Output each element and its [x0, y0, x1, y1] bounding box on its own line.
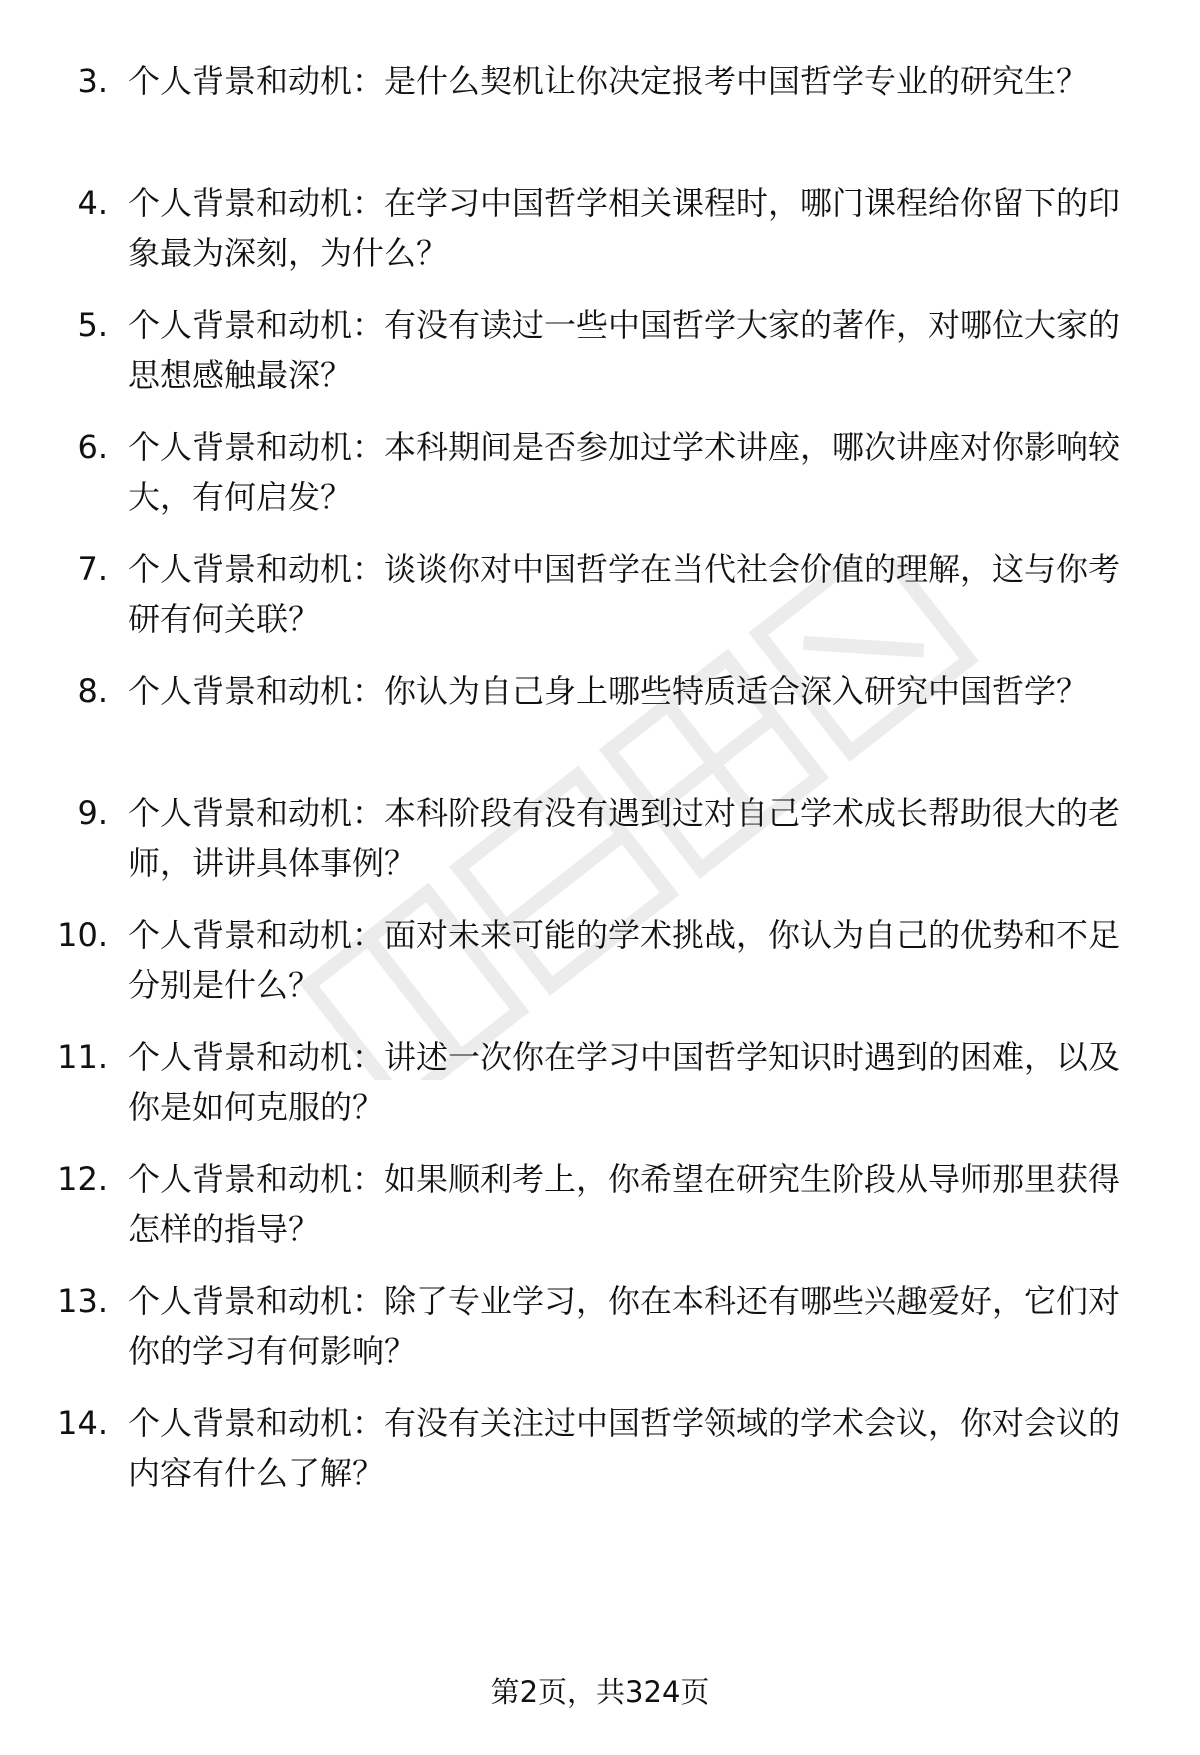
page-number-footer: 第2页，共324页 — [490, 1675, 710, 1709]
question-item — [0, 1276, 1200, 1384]
question-item — [0, 56, 1200, 164]
question-item — [0, 422, 1200, 530]
question-text: 个人背景和动机：有没有读过一些中国哲学大家的著作，对哪位大家的思想感触最深？ — [128, 306, 1121, 394]
question-text: 个人背景和动机：如果顺利考上，你希望在研究生阶段从导师那里获得怎样的指导？ — [128, 1160, 1121, 1248]
question-number: 3. — [77, 62, 108, 100]
question-text: 个人背景和动机：谈谈你对中国哲学在当代社会价值的理解，这与你考研有何关联？ — [128, 550, 1121, 638]
question-number: 12. — [57, 1160, 108, 1198]
question-item — [0, 1398, 1200, 1506]
question-number: 6. — [77, 428, 108, 466]
question-item — [0, 910, 1200, 1018]
question-number: 13. — [57, 1282, 108, 1320]
question-number: 5. — [77, 306, 108, 344]
question-number: 9. — [77, 794, 108, 832]
question-text: 个人背景和动机：除了专业学习，你在本科还有哪些兴趣爱好，它们对你的学习有何影响？ — [128, 1282, 1121, 1370]
question-number: 4. — [77, 184, 108, 222]
question-number: 11. — [57, 1038, 108, 1076]
question-text: 个人背景和动机：本科阶段有没有遇到过对自己学术成长帮助很大的老师，讲讲具体事例？ — [128, 794, 1121, 882]
question-item — [0, 178, 1200, 286]
question-list — [0, 56, 1200, 1520]
question-text: 个人背景和动机：在学习中国哲学相关课程时，哪门课程给你留下的印象最为深刻，为什么？ — [128, 184, 1121, 272]
question-text: 个人背景和动机：本科期间是否参加过学术讲座，哪次讲座对你影响较大，有何启发？ — [128, 428, 1121, 516]
question-text: 个人背景和动机：讲述一次你在学习中国哲学知识时遇到的困难，以及你是如何克服的？ — [128, 1038, 1121, 1126]
question-text: 个人背景和动机：是什么契机让你决定报考中国哲学专业的研究生？ — [128, 62, 1089, 100]
question-item — [0, 544, 1200, 652]
question-text: 个人背景和动机：有没有关注过中国哲学领域的学术会议，你对会议的内容有什么了解？ — [128, 1404, 1121, 1492]
question-item — [0, 300, 1200, 408]
question-text: 个人背景和动机：面对未来可能的学术挑战，你认为自己的优势和不足分别是什么？ — [128, 916, 1121, 1004]
question-number: 7. — [77, 550, 108, 588]
question-number: 10. — [57, 916, 108, 954]
question-number: 8. — [77, 672, 108, 710]
question-text: 个人背景和动机：你认为自己身上哪些特质适合深入研究中国哲学？ — [128, 672, 1089, 710]
question-number: 14. — [57, 1404, 108, 1442]
question-item — [0, 788, 1200, 896]
question-item — [0, 1154, 1200, 1262]
question-item — [0, 1032, 1200, 1140]
question-item — [0, 666, 1200, 774]
